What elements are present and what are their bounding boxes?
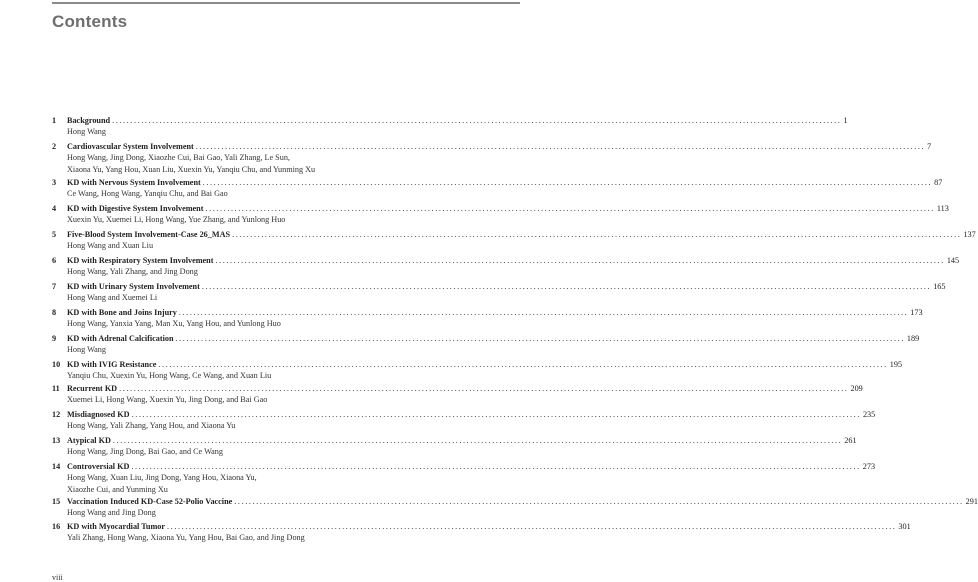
page-number[interactable]: 189: [906, 334, 920, 343]
chapter-title[interactable]: Cardiovascular System Involvement: [67, 142, 194, 151]
chapter-title[interactable]: KD with IVIG Resistance: [67, 360, 157, 369]
page-number[interactable]: 173: [910, 308, 923, 317]
chapter-authors: [52, 370, 376, 382]
chapter-number: 16: [52, 522, 61, 531]
chapter-number: 6: [52, 256, 57, 265]
dot-leader: ........................................................................................................................................................................................................: [202, 178, 933, 187]
page-number[interactable]: 87: [934, 178, 943, 187]
dot-leader: ........................................................................................................................................................................................................: [158, 360, 888, 369]
author-line: Hong Wang and Xuan Liu: [67, 241, 154, 250]
page-folio: viii: [52, 573, 63, 582]
chapter-authors: [52, 126, 376, 138]
dot-leader: ........................................................................................................................................................................................................: [131, 462, 861, 471]
chapter-authors: [52, 188, 376, 200]
chapter-title[interactable]: Recurrent KD: [67, 384, 118, 393]
toc-entry[interactable]: [52, 436, 857, 458]
chapter-title[interactable]: Vaccination Induced KD-Case 52-Polio Vaccine: [67, 497, 233, 506]
toc-entry[interactable]: [52, 230, 976, 252]
chapter-title[interactable]: KD with Adrenal Calcification: [67, 334, 174, 343]
chapter-title[interactable]: KD with Digestive System Involvement: [67, 204, 204, 213]
chapter-authors: [52, 507, 376, 519]
toc-entry[interactable]: [52, 116, 848, 138]
chapter-authors: [52, 152, 376, 175]
page-number[interactable]: 235: [862, 410, 876, 419]
page-number[interactable]: 1: [843, 116, 848, 125]
toc-entry[interactable]: [52, 334, 920, 356]
toc-entry[interactable]: [52, 462, 876, 495]
chapter-title[interactable]: Background: [67, 116, 111, 125]
chapter-number: 4: [52, 204, 57, 213]
toc-entry[interactable]: [52, 384, 863, 406]
top-rule: [52, 2, 520, 4]
author-line: Hong Wang, Xuan Liu, Jing Dong, Yang Hou, Xiaona Yu,: [67, 473, 257, 482]
author-line: Yali Zhang, Hong Wang, Xiaona Yu, Yang Hou, Bai Gao, and Jing Dong: [67, 533, 305, 542]
chapter-title[interactable]: Misdiagnosed KD: [67, 410, 130, 419]
chapter-authors: [52, 394, 376, 406]
chapter-title[interactable]: KD with Nervous System Involvement: [67, 178, 201, 187]
page-number[interactable]: 301: [898, 522, 911, 531]
chapter-number: 2: [52, 142, 57, 151]
chapter-title[interactable]: KD with Urinary System Involvement: [67, 282, 200, 291]
author-line: Hong Wang and Xuemei Li: [67, 293, 158, 302]
page-number[interactable]: 7: [927, 142, 932, 151]
chapter-authors: [52, 344, 376, 356]
author-line: Xuemei Li, Hong Wang, Xuexin Yu, Jing Dong, and Bai Gao: [67, 395, 268, 404]
author-line: Hong Wang, Yali Zhang, Yang Hou, and Xiaona Yu: [67, 421, 236, 430]
page-number[interactable]: 145: [946, 256, 960, 265]
chapter-number: 5: [52, 230, 57, 239]
page-number[interactable]: 195: [889, 360, 903, 369]
dot-leader: ........................................................................................................................................................................................................: [167, 522, 897, 531]
chapter-title[interactable]: KD with Myocardial Tumor: [67, 522, 166, 531]
chapter-authors: [52, 240, 376, 252]
chapter-number: 8: [52, 308, 57, 317]
dot-leader: ........................................................................................................................................................................................................: [234, 497, 964, 506]
toc-entry[interactable]: [52, 308, 923, 330]
author-line: Hong Wang: [67, 127, 106, 136]
chapter-title[interactable]: Controversial KD: [67, 462, 130, 471]
toc-entry[interactable]: [52, 360, 903, 382]
toc-entry[interactable]: [52, 256, 960, 278]
author-line: Yanqiu Chu, Xuexin Yu, Hong Wang, Ce Wang, and Xuan Liu: [67, 371, 272, 380]
chapter-authors: [52, 472, 376, 495]
dot-leader: ........................................................................................................................................................................................................: [205, 204, 935, 213]
chapter-number: 13: [52, 436, 61, 445]
dot-leader: ........................................................................................................................................................................................................: [201, 282, 932, 291]
dot-leader: ........................................................................................................................................................................................................: [175, 334, 905, 343]
page-number[interactable]: 273: [862, 462, 876, 471]
chapter-authors: [52, 420, 376, 432]
dot-leader: ........................................................................................................................................................................................................: [215, 256, 945, 265]
dot-leader: ........................................................................................................................................................................................................: [232, 230, 962, 239]
chapter-number: 3: [52, 178, 57, 187]
chapter-number: 15: [52, 497, 61, 506]
chapter-authors: [52, 532, 376, 544]
toc-entry[interactable]: [52, 204, 949, 226]
author-line: Ce Wang, Hong Wang, Yanqiu Chu, and Bai Gao: [67, 189, 228, 198]
dot-leader: ........................................................................................................................................................................................................: [178, 308, 909, 317]
toc-entry[interactable]: [52, 410, 876, 432]
author-line: Hong Wang, Jing Dong, Bai Gao, and Ce Wang: [67, 447, 223, 456]
page-number[interactable]: 261: [844, 436, 857, 445]
dot-leader: ........................................................................................................................................................................................................: [112, 436, 843, 445]
chapter-authors: [52, 446, 376, 458]
page-number[interactable]: 291: [965, 497, 978, 506]
page-number[interactable]: 165: [933, 282, 946, 291]
toc-entry[interactable]: [52, 142, 932, 175]
toc-entry[interactable]: [52, 282, 946, 304]
chapter-authors: [52, 318, 376, 330]
chapter-authors: [52, 292, 376, 304]
chapter-number: 11: [52, 384, 60, 393]
chapter-number: 10: [52, 360, 61, 369]
page-number[interactable]: 209: [850, 384, 863, 393]
chapter-number: 7: [52, 282, 57, 291]
page-number[interactable]: 137: [963, 230, 976, 239]
chapter-number: 14: [52, 462, 61, 471]
chapter-title[interactable]: KD with Bone and Joins Injury: [67, 308, 177, 317]
dot-leader: ........................................................................................................................................................................................................: [119, 384, 849, 393]
author-line: Xiaozhe Cui, and Yunming Xu: [67, 484, 168, 494]
chapter-authors: [52, 266, 376, 278]
dot-leader: ........................................................................................................................................................................................................: [112, 116, 842, 125]
chapter-number: 9: [52, 334, 57, 343]
author-line: Hong Wang and Jing Dong: [67, 508, 156, 517]
dot-leader: ........................................................................................................................................................................................................: [195, 142, 926, 151]
page-title: Contents: [52, 12, 128, 31]
dot-leader: ........................................................................................................................................................................................................: [131, 410, 861, 419]
toc-entry[interactable]: [52, 497, 978, 519]
chapter-authors: [52, 214, 376, 226]
chapter-title[interactable]: Atypical KD: [67, 436, 111, 445]
page-number[interactable]: 113: [936, 204, 949, 213]
author-line: Hong Wang, Jing Dong, Xiaozhe Cui, Bai Gao, Yali Zhang, Le Sun,: [67, 153, 290, 162]
chapter-title[interactable]: KD with Respiratory System Involvement: [67, 256, 214, 265]
chapter-number: 1: [52, 116, 57, 125]
author-line: Hong Wang, Yanxia Yang, Man Xu, Yang Hou, and Yunlong Huo: [67, 319, 281, 328]
author-line: Xuexin Yu, Xuemei Li, Hong Wang, Yue Zhang, and Yunlong Huo: [67, 215, 286, 224]
chapter-number: 12: [52, 410, 61, 419]
author-line: Xiaona Yu, Yang Hou, Xuan Liu, Xuexin Yu, Yanqiu Chu, and Yunming Xu: [67, 164, 316, 174]
chapter-title[interactable]: Five-Blood System Involvement-Case 26_MAS: [67, 230, 231, 239]
author-line: Hong Wang: [67, 345, 106, 354]
toc-entry[interactable]: [52, 522, 911, 544]
author-line: Hong Wang, Yali Zhang, and Jing Dong: [67, 267, 198, 276]
toc-entry[interactable]: [52, 178, 943, 200]
